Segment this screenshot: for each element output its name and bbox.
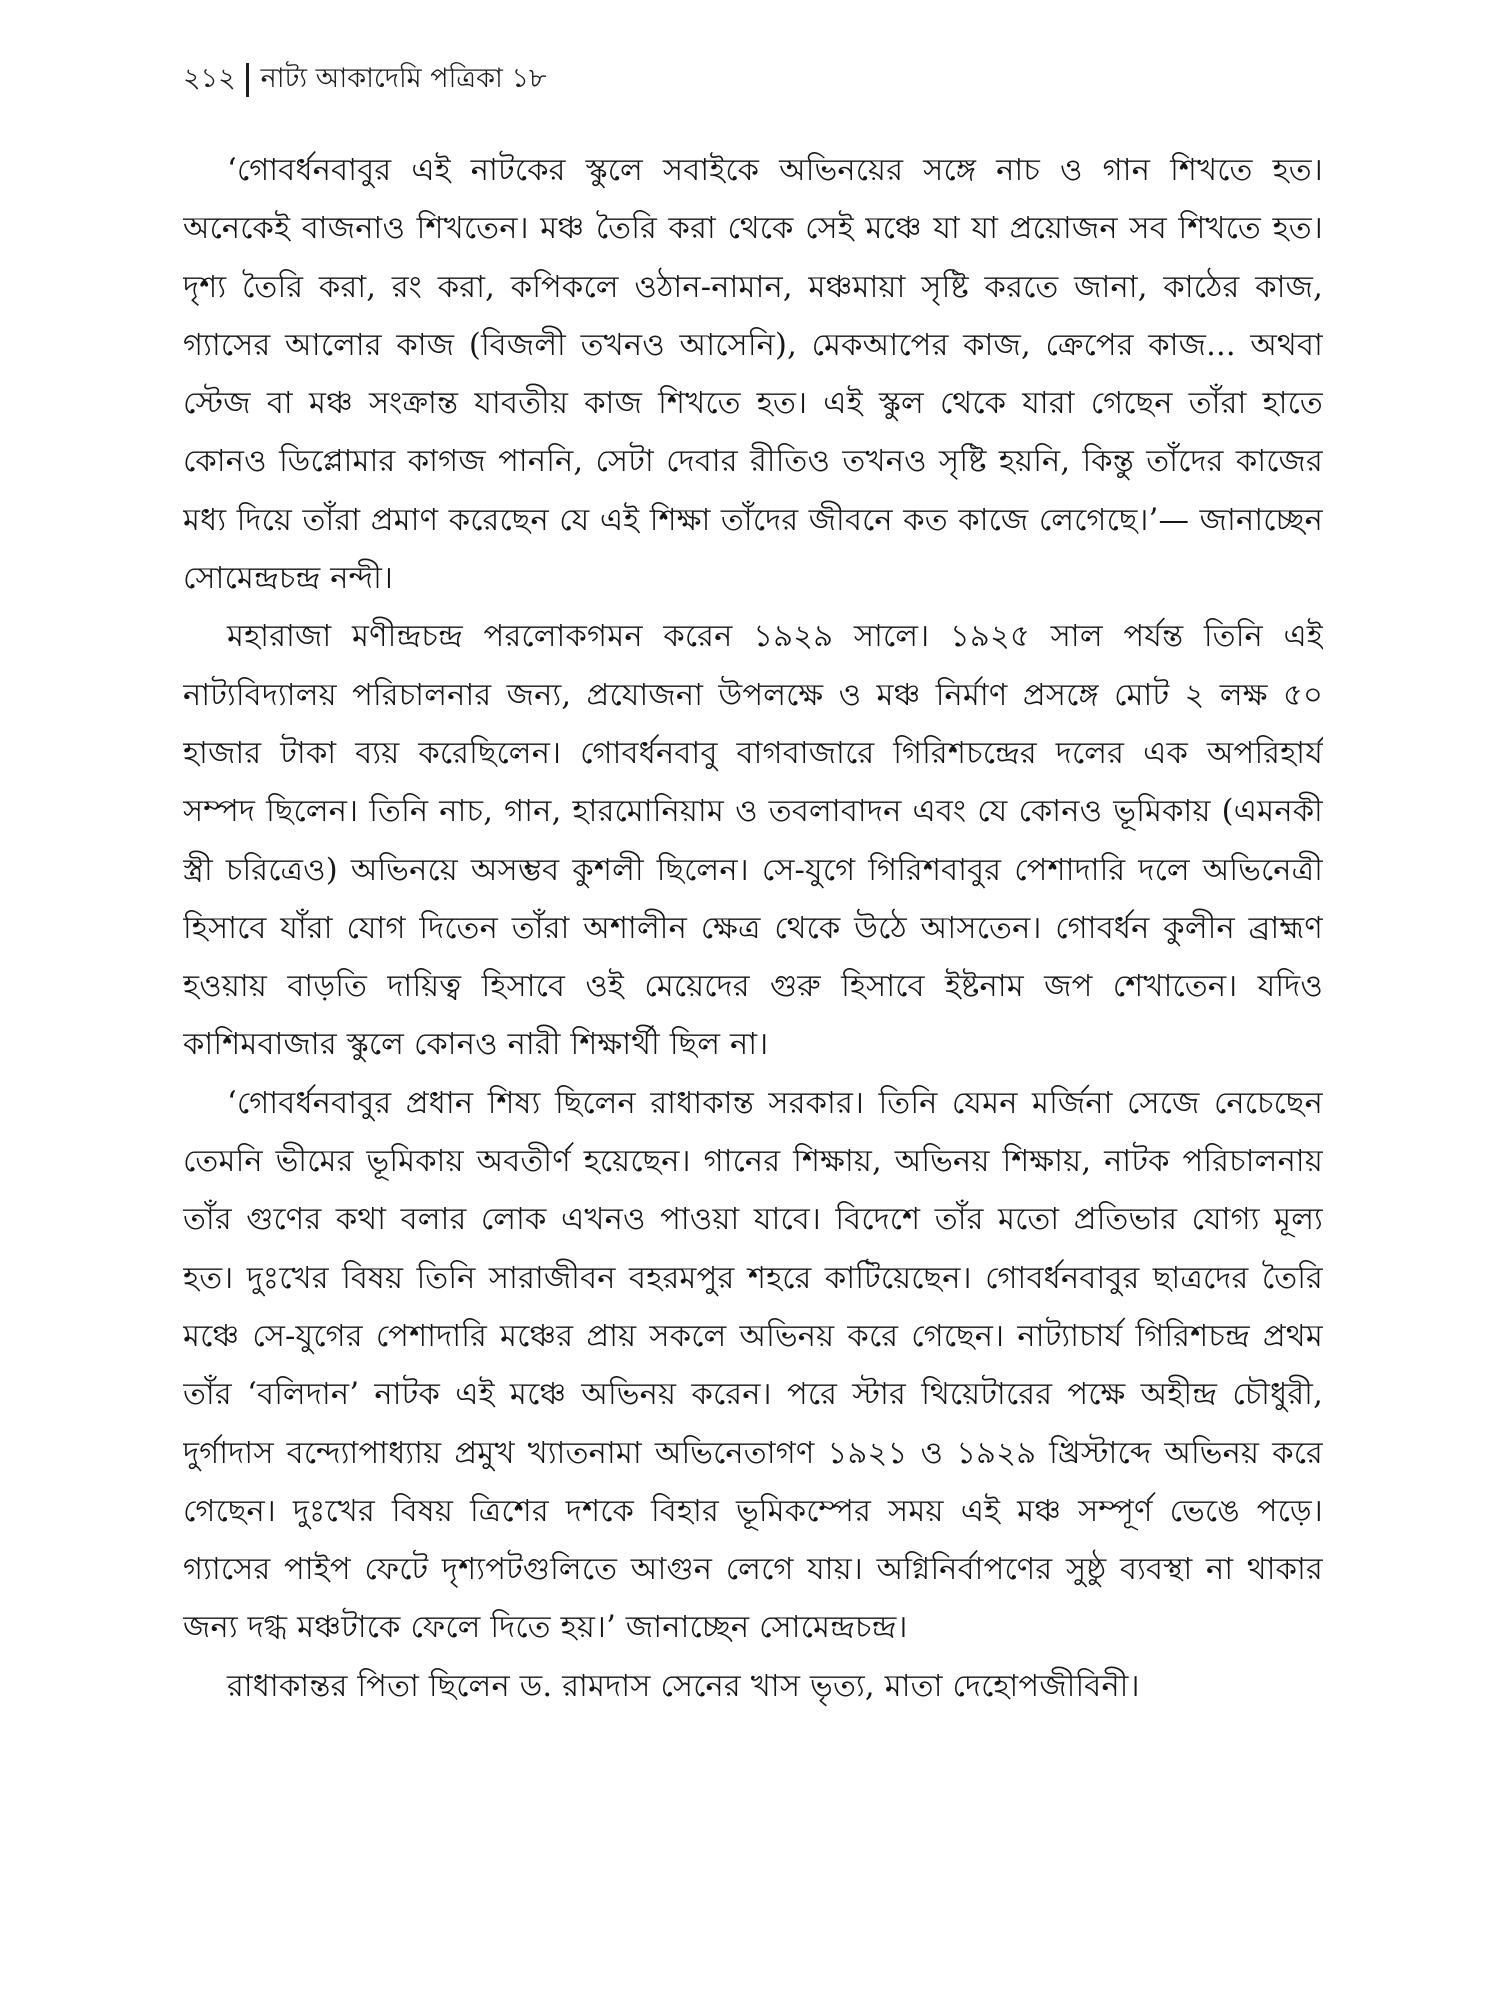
paragraph-maharaja-expenses: মহারাজা মণীন্দ্রচন্দ্র পরলোকগমন করেন ১৯২৯ সালে। ১৯২৫ সাল পর্যন্ত তিনি এই নাট্যবিদ্যালয় পরিচালনার জন্য, প্রযোজনা উপলক্ষে ও মঞ্চ নির্মাণ প্রসঙ্গে মোট ২ লক্ষ ৫০ হাজার টাকা ব্যয় করেছিলেন। গোবর্ধনবাবু বাগবাজারে গিরিশচন্দ্রের দলের এক অপরিহার্য সম্পদ ছিলেন। তিনি নাচ, গান, হারমোনিয়াম ও তবলাবাদন এবং যে কোনও ভূমিকায় (এমনকী স্ত্রী চরিত্রেও) অভিনয়ে অসম্ভব কুশলী ছিলেন। সে-যুগে গিরিশবাবুর পেশাদারি দলে অভিনেত্রী হিসাবে যাঁরা যোগ দিতেন তাঁরা অশালীন ক্ষেত্র থেকে উঠে আসতেন। গোবর্ধন কুলীন ব্রাহ্মণ হওয়ায় বাড়তি দায়িত্ব হিসাবে ওই মেয়েদের গুরু হিসাবে ইষ্টনাম জপ শেখাতেন। যদিও কাশিমবাজার স্কুলে কোনও নারী শিক্ষার্থী ছিল না।	[183, 619, 1323, 1063]
journal-title: নাট্য আকাদেমি পত্রিকা ১৮	[260, 62, 547, 94]
body-text	[183, 142, 1323, 1982]
page-number: ২১২	[183, 62, 236, 94]
paragraph-radhakanta-parents: রাধাকান্তর পিতা ছিলেন ড. রামদাস সেনের খাস ভৃত্য, মাতা দেহোপজীবিনী।	[227, 1668, 1140, 1704]
paragraph-quote-radhakanta: ‘গোবর্ধনবাবুর প্রধান শিষ্য ছিলেন রাধাকান্ত সরকার। তিনি যেমন মর্জিনা সেজে নেচেছেন তেমনি ভীমের ভূমিকায় অবতীর্ণ হয়েছেন। গানের শিক্ষায়, অভিনয় শিক্ষায়, নাটক পরিচালনায় তাঁর গুণের কথা বলার লোক এখনও পাওয়া যাবে। বিদেশে তাঁর মতো প্রতিভার যোগ্য মূল্য হত। দুঃখের বিষয় তিনি সারাজীবন বহরমপুর শহরে কাটিয়েছেন। গোবর্ধনবাবুর ছাত্রদের তৈরি মঞ্চে সে-যুগের পেশাদারি মঞ্চের প্রায় সকলে অভিনয় করে গেছেন। নাট্যাচার্য গিরিশচন্দ্র প্রথম তাঁর ‘বলিদান’ নাটক এই মঞ্চে অভিনয় করেন। পরে স্টার থিয়েটারের পক্ষে অহীন্দ্র চৌধুরী, দুর্গাদাস বন্দ্যোপাধ্যায় প্রমুখ খ্যাতনামা অভিনেতাগণ ১৯২১ ও ১৯২৯ খ্রিস্টাব্দে অভিনয় করে গেছেন। দুঃখের বিষয় ত্রিশের দশকে বিহার ভূমিকম্পের সময় এই মঞ্চ সম্পূর্ণ ভেঙে পড়ে। গ্যাসের পাইপ ফেটে দৃশ্যপটগুলিতে আগুন লেগে যায়। অগ্নিনির্বাপণের সুষ্ঠু ব্যবস্থা না থাকার জন্য দগ্ধ মঞ্চটাকে ফেলে দিতে হয়।’ জানাচ্ছেন সোমেন্দ্রচন্দ্র।	[183, 1085, 1323, 1646]
running-header	[183, 58, 547, 102]
header-divider	[246, 63, 249, 97]
paragraph-quote-school-training: ‘গোবর্ধনবাবুর এই নাটকের স্কুলে সবাইকে অভিনয়ের সঙ্গে নাচ ও গান শিখতে হত। অনেকেই বাজনাও শিখতেন। মঞ্চ তৈরি করা থেকে সেই মঞ্চে যা যা প্রয়োজন সব শিখতে হত। দৃশ্য তৈরি করা, রং করা, কপিকলে ওঠান-নামান, মঞ্চমায়া সৃষ্টি করতে জানা, কাঠের কাজ, গ্যাসের আলোর কাজ (বিজলী তখনও আসেনি), মেকআপের কাজ, ক্রেপের কাজ... অথবা স্টেজ বা মঞ্চ সংক্রান্ত যাবতীয় কাজ শিখতে হত। এই স্কুল থেকে যারা গেছেন তাঁরা হাতে কোনও ডিপ্লোমার কাগজ পাননি, সেটা দেবার রীতিও তখনও সৃষ্টি হয়নি, কিন্তু তাঁদের কাজের মধ্য দিয়ে তাঁরা প্রমাণ করেছেন যে এই শিক্ষা তাঁদের জীবনে কত কাজে লেগেছে।’— জানাচ্ছেন সোমেন্দ্রচন্দ্র নন্দী।	[183, 153, 1323, 597]
